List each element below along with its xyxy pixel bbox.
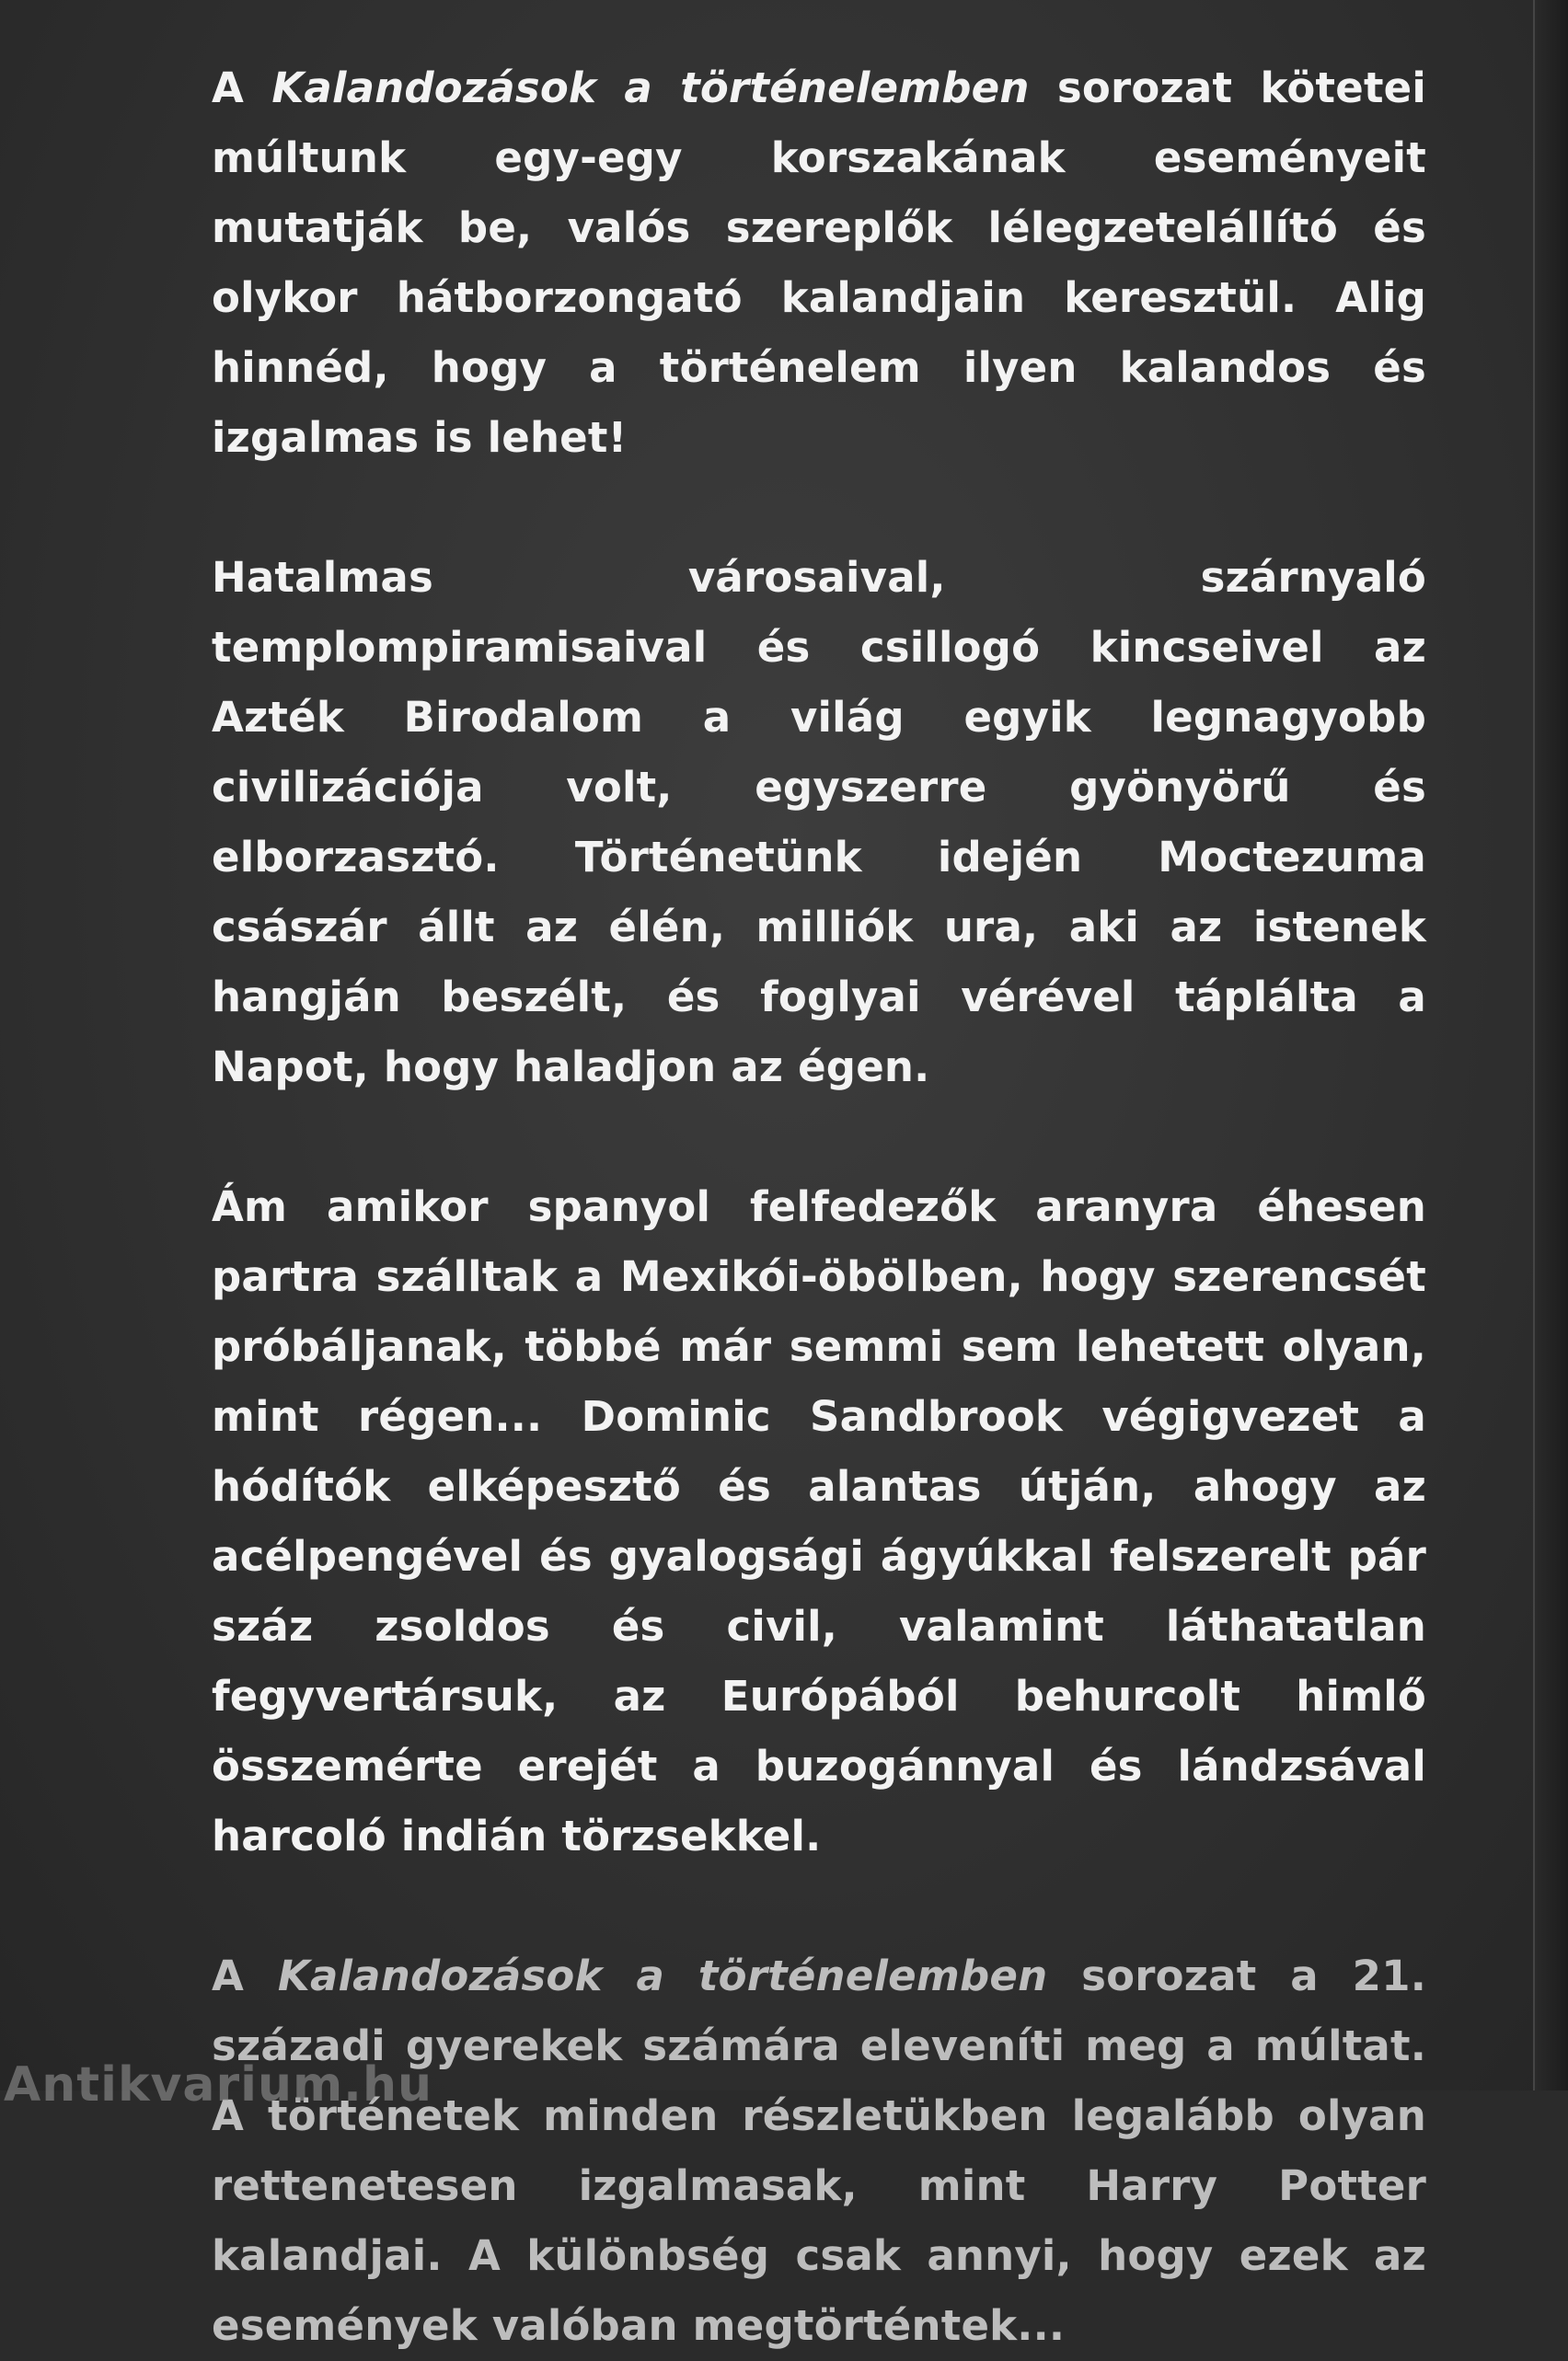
blurb-text bbox=[212, 53, 1426, 2361]
series-title: Kalandozások a történelemben bbox=[271, 63, 1030, 112]
series-summary-paragraph bbox=[212, 1941, 1426, 2361]
watermark: Antikvarium.hu bbox=[4, 2057, 432, 2113]
cover-edge bbox=[1533, 0, 1568, 2090]
aztec-empire-paragraph: Hatalmas városaival, szárnyaló templompiramisaival és csillogó kincseivel az Azték Birodalom a világ egyik legnagyobb civilizációja volt, egyszerre gyönyörű és elborzasztó. Történetünk idején Moctezuma császár állt az élén, milliók ura, aki az istenek hangján beszélt, és foglyai vérével táplálta a Napot, hogy haladjon az égen. bbox=[212, 553, 1426, 1091]
intro-paragraph bbox=[212, 53, 1426, 473]
series-title-2: Kalandozások a történelemben bbox=[277, 1952, 1048, 2000]
conquest-paragraph: Ám amikor spanyol felfedezők aranyra éhesen partra szálltak a Mexikói-öbölben, hogy szerencsét próbáljanak, többé már semmi sem lehetett olyan, mint régen... Dominic Sandbrook végigvezet a hódítók elképesztő és alantas útján, ahogy az acélpengével és gyalogsági ágyúkkal felszerelt pár száz zsoldos és civil, valamint láthatatlan fegyvertársuk, az Európából behurcolt himlő összemérte erejét a buzogánnyal és lándzsával harcoló indián törzsekkel. bbox=[212, 1182, 1426, 1860]
intro-prefix: A bbox=[212, 63, 272, 112]
summary-rest: sorozat a 21. századi gyerekek számára eleveníti meg a múltat. A történetek minden részletükben legalább olyan rettenetesen izgalmasak, mint Harry Potter kalandjai. A különbség csak annyi, hogy ezek az események valóban megtörténtek... bbox=[212, 1952, 1426, 2350]
intro-rest: sorozat kötetei múltunk egy-egy korszakának eseményeit mutatják be, valós szereplők lélegzetelállító és olykor hátborzongató kalandjain keresztül. Alig hinnéd, hogy a történelem ilyen kalandos és izgalmas is lehet! bbox=[212, 63, 1427, 462]
summary-prefix: A bbox=[212, 1952, 278, 2000]
